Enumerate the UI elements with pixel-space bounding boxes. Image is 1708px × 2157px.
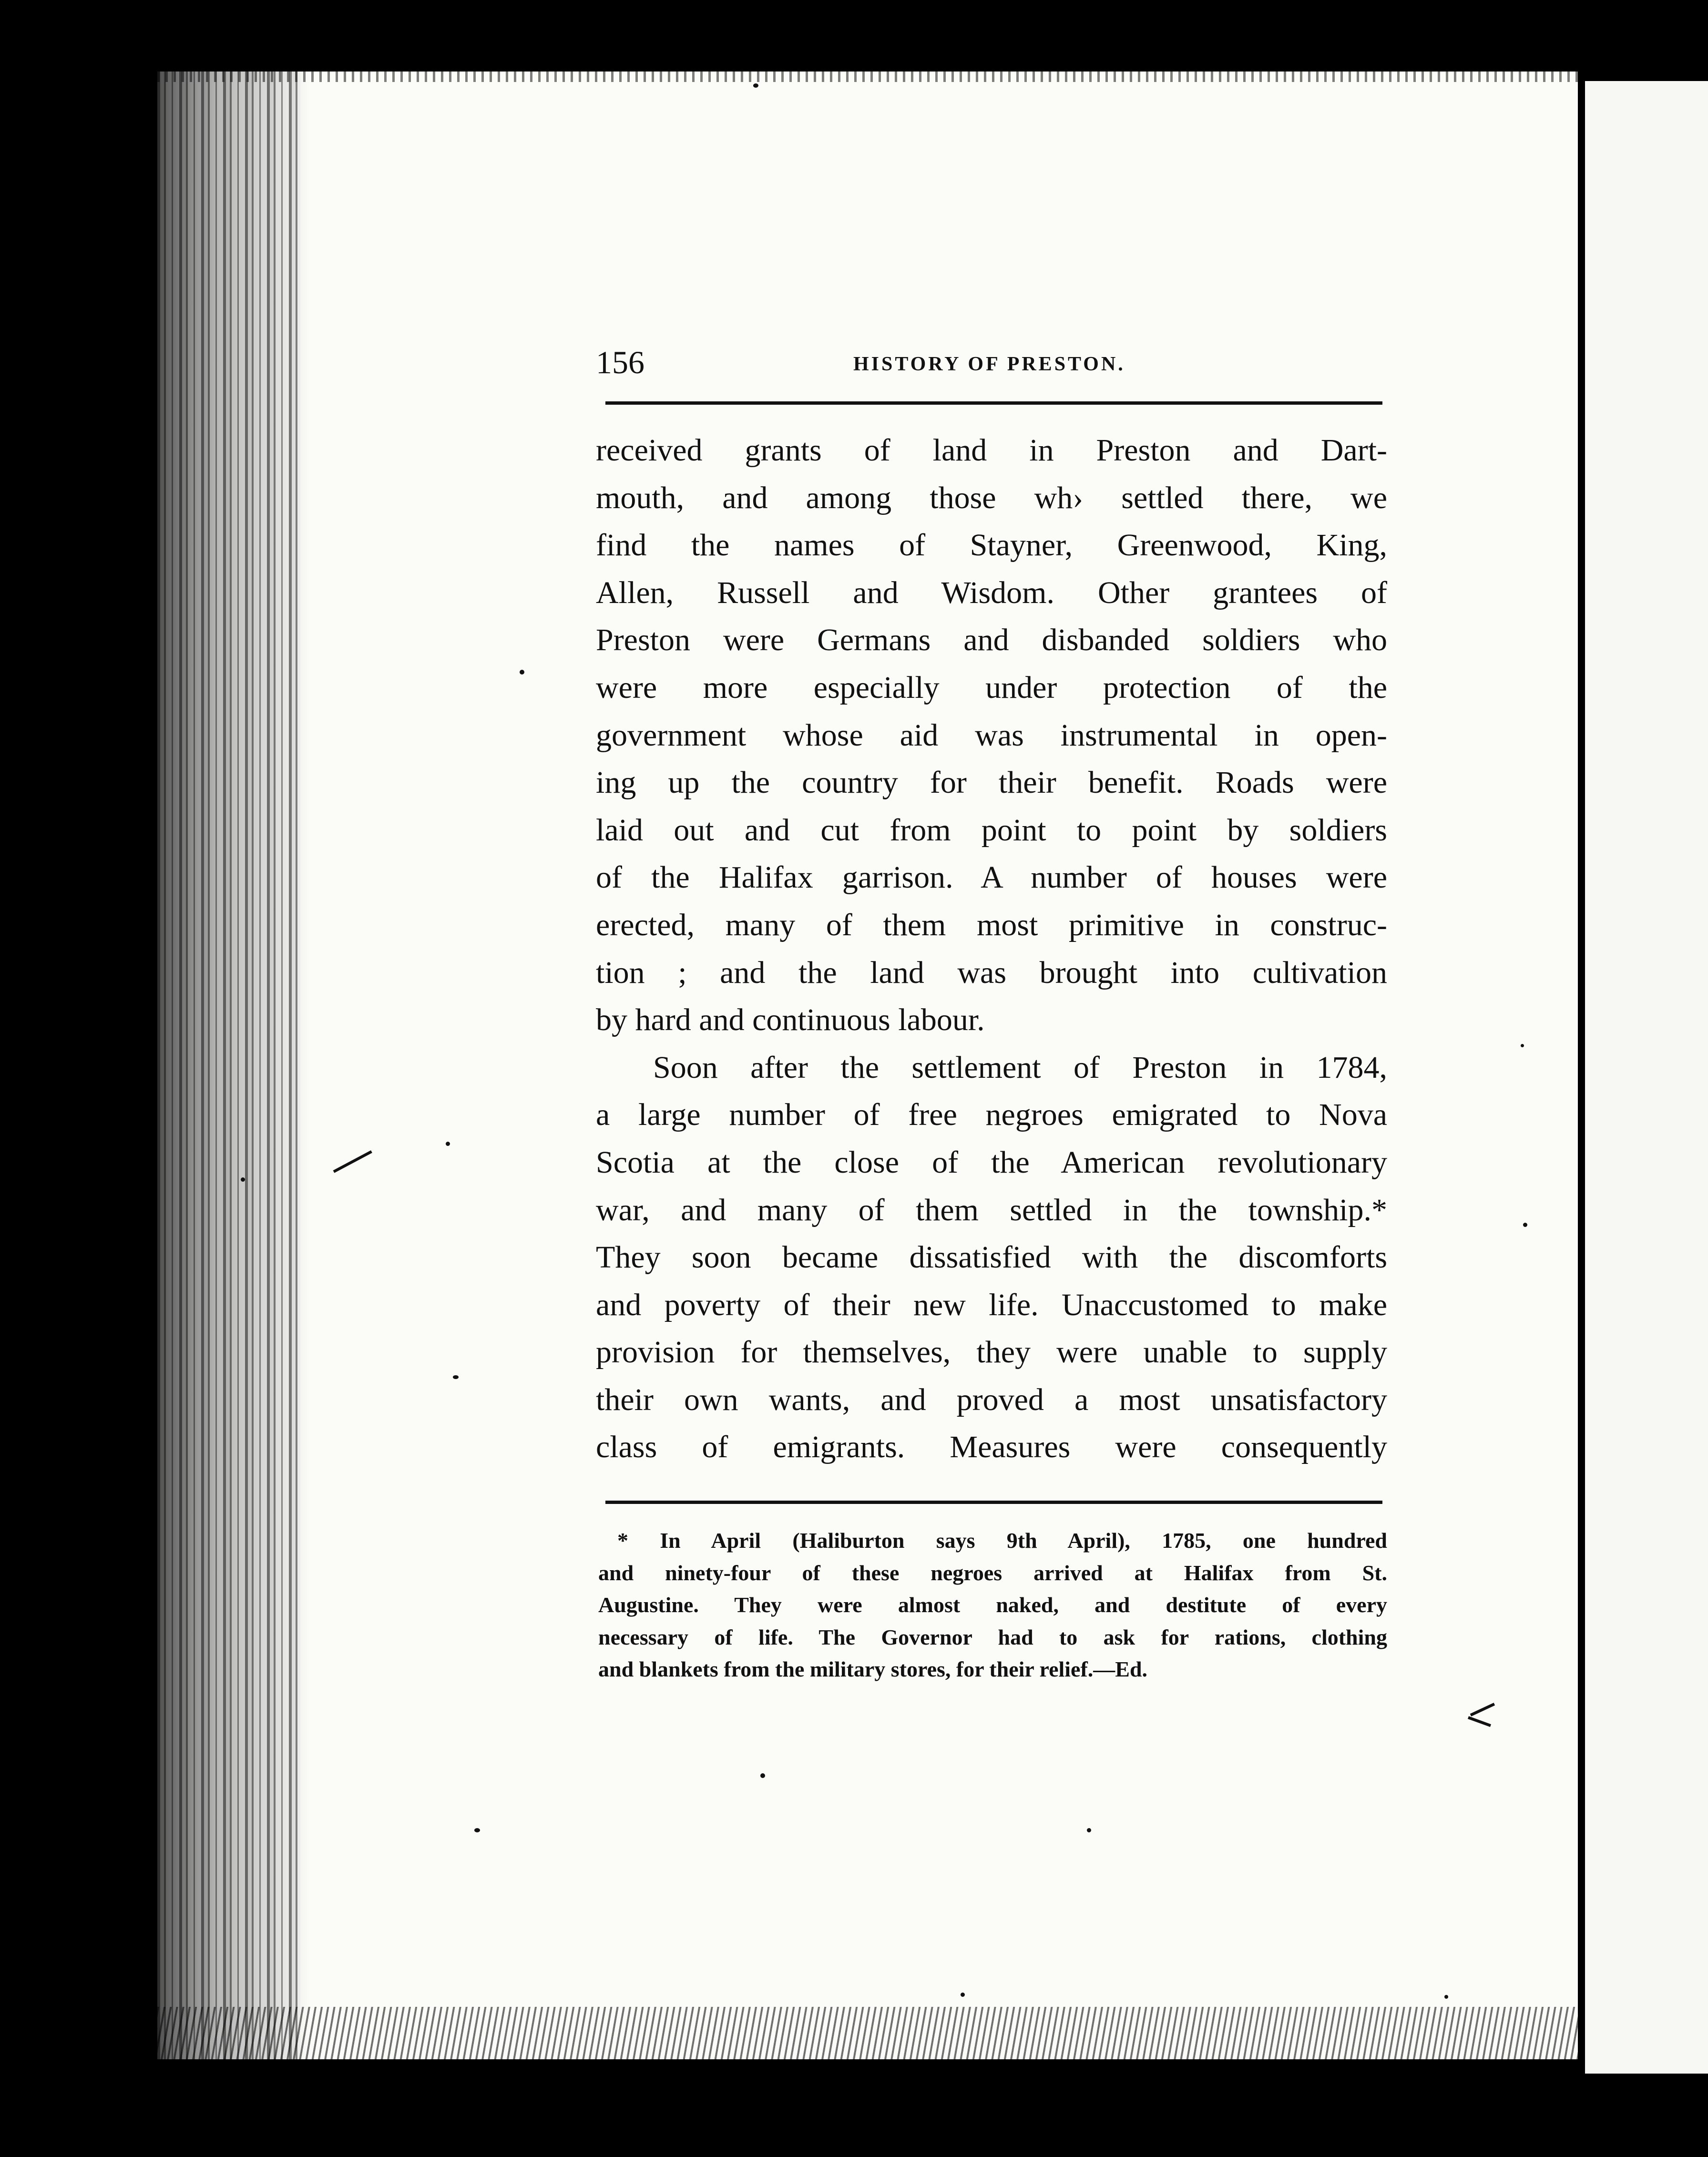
facing-page-edge	[1585, 81, 1708, 2074]
text-line: Scotia at the close of the American revolutionary	[596, 1145, 1387, 1180]
text-line: They soon became dissatisfied with the discomforts	[596, 1240, 1387, 1275]
scan-speck	[1444, 1995, 1448, 1999]
text-line: Allen, Russell and Wisdom. Other grantees of	[596, 575, 1387, 610]
text-line: Soon after the settlement of Preston in 1784,	[653, 1050, 1387, 1085]
text-line: government whose aid was instrumental in open-	[596, 717, 1387, 753]
text-line: mouth, and among those wh› settled there, we	[596, 480, 1387, 515]
footnote	[598, 1524, 1387, 1686]
text-line: of the Halifax garrison. A number of houses were	[596, 860, 1387, 895]
scan-speck	[241, 1177, 245, 1182]
footnote-line: Augustine. They were almost naked, and destitute of every	[598, 1593, 1387, 1617]
page-number: 156	[596, 344, 644, 380]
running-head: HISTORY OF PRESTON.	[853, 353, 1125, 375]
footnote-line: * In April (Haliburton says 9th April), 1785, one hundred	[617, 1528, 1387, 1553]
scan-speck	[1521, 1044, 1524, 1047]
footnote-line: necessary of life. The Governor had to ask for rations, clothing	[598, 1625, 1387, 1649]
scan-speck	[453, 1375, 459, 1379]
text-line: erected, many of them most primitive in construc-	[596, 907, 1387, 942]
binding-shadow	[157, 72, 310, 2059]
scan-speck	[1523, 1223, 1527, 1227]
text-line: class of emigrants. Measures were consequently	[596, 1430, 1387, 1465]
scan-speck	[753, 83, 758, 88]
scan-speck	[760, 1773, 765, 1778]
text-line: were more especially under protection of the	[596, 670, 1387, 705]
page-bottom-edge	[157, 2007, 1578, 2059]
body-text	[596, 427, 1387, 1471]
text-line: received grants of land in Preston and Dart-	[596, 433, 1387, 468]
text-line: ing up the country for their benefit. Roads were	[596, 765, 1387, 800]
text-line: provision for themselves, they were unable to supply	[596, 1335, 1387, 1370]
page-top-edge	[157, 72, 1578, 82]
scan-speck	[520, 670, 524, 675]
text-line: and poverty of their new life. Unaccustomed to make	[596, 1287, 1387, 1322]
scan-speck	[474, 1828, 480, 1832]
text-line: find the names of Stayner, Greenwood, King,	[596, 528, 1387, 563]
footnote-rule	[605, 1501, 1382, 1504]
text-line: laid out and cut from point to point by soldiers	[596, 812, 1387, 848]
scan-speck	[961, 1993, 965, 1997]
text-line: Preston were Germans and disbanded soldiers who	[596, 623, 1387, 658]
header-rule	[605, 401, 1382, 405]
text-line: war, and many of them settled in the township.*	[596, 1192, 1387, 1227]
footnote-line: and blankets from the military stores, for their relief.—Ed.	[598, 1657, 1148, 1681]
page-header	[596, 343, 1382, 386]
footnote-line: and ninety-four of these negroes arrived at Halifax from St.	[598, 1560, 1387, 1585]
text-line: tion ; and the land was brought into cultivation	[596, 955, 1387, 990]
text-line: their own wants, and proved a most unsatisfactory	[596, 1382, 1387, 1417]
text-line: a large number of free negroes emigrated to Nova	[596, 1097, 1387, 1133]
scan-speck	[446, 1142, 450, 1146]
text-line: by hard and continuous labour.	[596, 1002, 985, 1038]
scan-speck	[1087, 1828, 1091, 1832]
